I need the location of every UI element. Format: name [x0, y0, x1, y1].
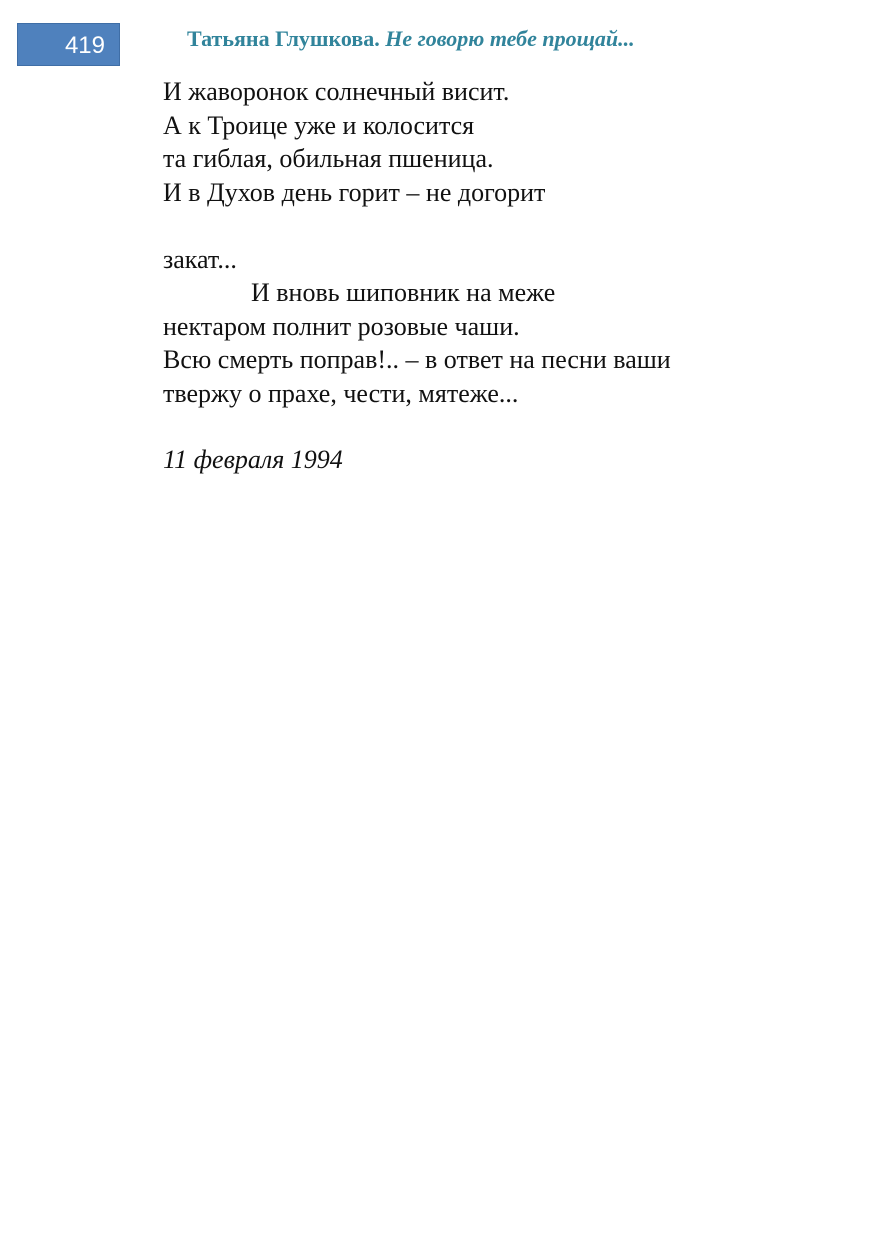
poem-line: И жаворонок солнечный висит.: [163, 77, 510, 106]
header-title: Не говорю тебе прощай...: [385, 26, 635, 51]
poem-line: И вновь шиповник на меже: [251, 278, 556, 307]
running-header: [187, 25, 635, 53]
header-author: Татьяна Глушкова.: [187, 26, 380, 51]
stanza-break: [163, 209, 843, 243]
poem-line: твержу о прахе, чести, мятеже...: [163, 378, 519, 408]
poem-line: та гиблая, обильная пшеница.: [163, 144, 494, 173]
poem-line: закат...: [163, 244, 237, 274]
poem-text: [163, 75, 843, 410]
poem-line: Всю смерть поправ!.. – в ответ на песни ваши: [163, 345, 671, 374]
page-number-box: [17, 23, 120, 66]
poem-date: 11 февраля 1994: [163, 445, 343, 474]
page-number: 419: [64, 32, 105, 59]
poem-line: А к Троице уже и колосится: [163, 110, 475, 140]
poem-line: нектаром полнит розовые чаши.: [163, 311, 520, 341]
poem-line: И в Духов день горит – не догорит: [163, 177, 546, 207]
